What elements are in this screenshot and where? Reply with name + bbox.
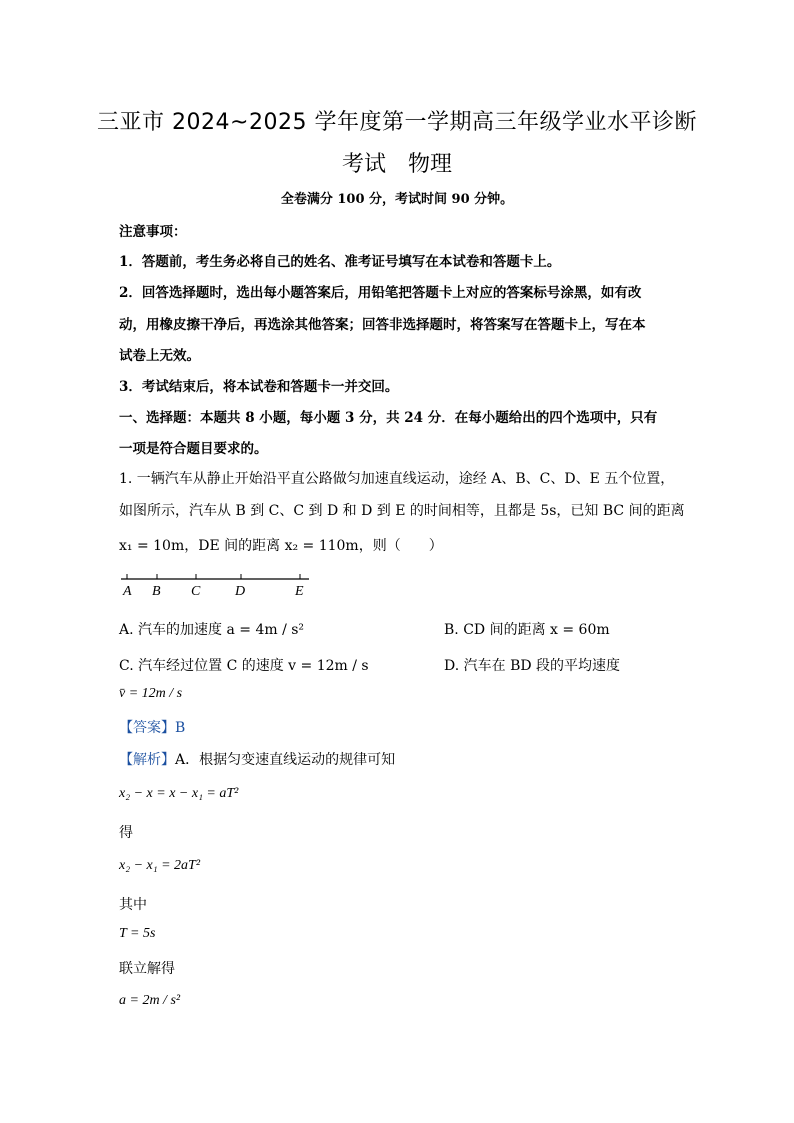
equation-2: x₂ − x₁ = 2aT²	[119, 858, 201, 873]
note-item-3: 3．考试结束后，将本试卷和答题卡一并交回。	[119, 379, 399, 395]
exam-title-line1: 三亚市 2024~2025 学年度第一学期高三年级学业水平诊断	[97, 110, 697, 135]
exam-subtitle: 全卷满分 100 分，考试时间 90 分钟。	[280, 192, 514, 207]
analysis-label: 【解析】	[119, 752, 175, 768]
question-1-line1: 1. 一辆汽车从静止开始沿平直公路做匀加速直线运动，途经 A、B、C、D、E 五个位置，	[119, 471, 675, 487]
option-c: C. 汽车经过位置 C 的速度 v = 12m / s	[119, 658, 369, 674]
notes-heading: 注意事项：	[119, 224, 187, 240]
question-1-line3: x₁ = 10m，DE 间的距离 x₂ = 110m，则（ ）	[119, 538, 443, 554]
text-lianli: 联立解得	[119, 961, 175, 977]
analysis-line	[119, 749, 395, 769]
section-heading-line1: 一、选择题：本题共 8 小题，每小题 3 分，共 24 分．在每小题给出的四个选项中，只有	[119, 410, 658, 426]
text-de: 得	[119, 825, 133, 841]
label-a: A	[123, 584, 132, 599]
answer-label	[119, 717, 185, 737]
equation-4: a = 2m / s²	[119, 993, 181, 1008]
note-item-2-line1: 2．回答选择题时，选出每小题答案后，用铅笔把答题卡上对应的答案标号涂黑，如有改	[119, 285, 642, 301]
label-d: D	[235, 584, 246, 599]
position-diagram	[115, 568, 315, 600]
section-heading-line2: 一项是符合题目要求的。	[119, 441, 268, 457]
option-a: A. 汽车的加速度 a = 4m / s²	[119, 622, 305, 638]
analysis-text: A．根据匀变速直线运动的规律可知	[175, 752, 396, 768]
note-item-2-line3: 试卷上无效。	[119, 348, 200, 364]
option-b: B. CD 间的距离 x = 60m	[444, 622, 610, 638]
label-e: E	[295, 584, 304, 599]
note-item-2-line2: 动，用橡皮擦干净后，再选涂其他答案；回答非选择题时，将答案写在答题卡上，写在本	[119, 317, 646, 333]
answer-text: 【答案】B	[119, 720, 186, 736]
text-qizhong: 其中	[119, 897, 147, 913]
label-b: B	[152, 584, 161, 599]
equation-1: x₂ − x = x − x₁ = aT²	[119, 786, 239, 801]
question-1-line2: 如图所示，汽车从 B 到 C、C 到 D 和 D 到 E 的时间相等，且都是 5s，已知 BC 间的距离	[119, 503, 685, 519]
equation-3: T = 5s	[119, 926, 156, 941]
option-d: D. 汽车在 BD 段的平均速度	[444, 658, 621, 674]
option-d-continued: v̄ = 12m / s	[119, 686, 183, 701]
label-c: C	[191, 584, 201, 599]
note-item-1: 1．答题前，考生务必将自己的姓名、准考证号填写在本试卷和答题卡上。	[119, 254, 561, 270]
exam-title-line2: 考试 物理	[341, 152, 452, 177]
